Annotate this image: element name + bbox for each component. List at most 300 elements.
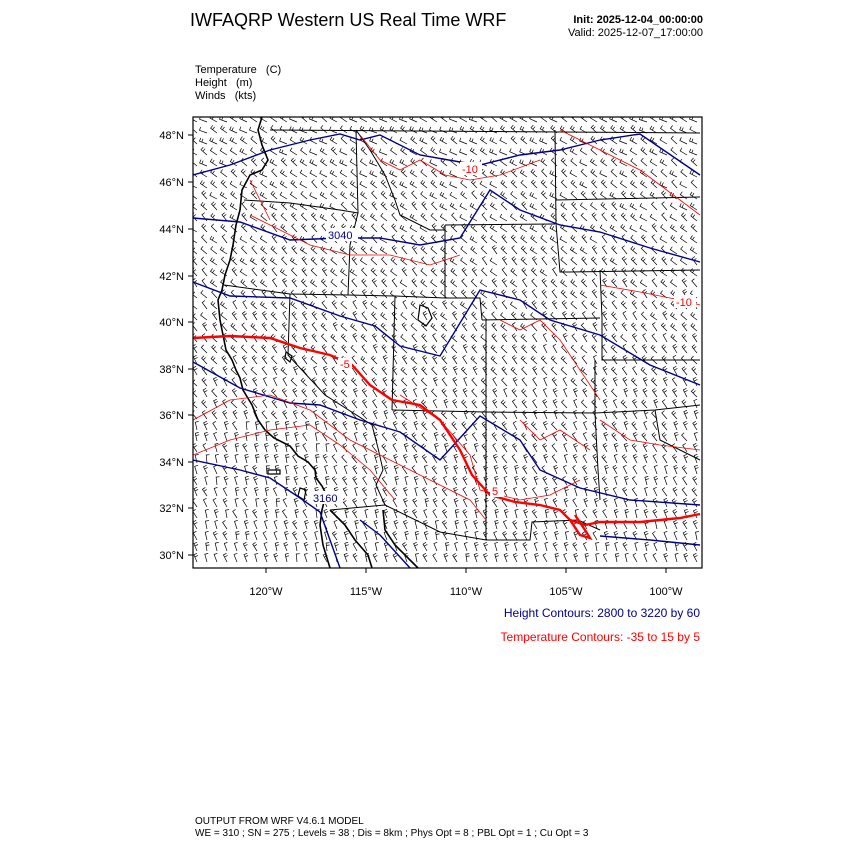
wind-barb — [245, 509, 248, 518]
wind-barb — [191, 290, 197, 298]
wind-barb — [283, 278, 288, 287]
wind-barb — [681, 225, 688, 233]
wind-barb — [583, 333, 587, 342]
wind-barb — [240, 269, 247, 276]
wind-barb — [492, 499, 497, 508]
wind-barb — [535, 553, 539, 562]
wind-barb — [311, 356, 317, 364]
wind-barb — [510, 115, 517, 122]
wind-barb — [622, 367, 627, 376]
wind-barb — [364, 542, 367, 551]
wind-barb — [452, 422, 457, 430]
wind-barb — [652, 279, 657, 288]
wind-barb — [401, 411, 407, 419]
wind-barb — [483, 520, 487, 529]
wind-barb — [652, 433, 657, 441]
wind-barb — [272, 356, 278, 364]
wind-barb — [582, 235, 587, 243]
wind-barb — [414, 410, 418, 419]
wind-barb — [491, 367, 497, 375]
wind-barb — [684, 454, 688, 463]
wind-barb — [573, 498, 577, 507]
wind-barb — [571, 378, 577, 386]
wind-barb — [303, 443, 307, 452]
wind-barb — [246, 532, 250, 541]
wind-barb — [341, 334, 347, 342]
wind-barb — [691, 389, 697, 397]
wind-barb — [390, 291, 397, 298]
wind-barb — [340, 126, 347, 133]
wind-barb — [571, 345, 577, 353]
wind-barb — [341, 202, 347, 210]
wind-barb — [501, 202, 507, 210]
wind-barb — [423, 553, 427, 562]
wind-barb — [421, 246, 427, 254]
wind-barb — [691, 312, 697, 320]
wind-barb — [332, 345, 337, 353]
wind-barb — [606, 543, 610, 552]
wind-barb — [680, 115, 687, 122]
wind-barb — [362, 487, 367, 496]
wind-barb — [265, 520, 268, 529]
wind-barb — [334, 465, 337, 474]
wind-barb — [553, 344, 557, 353]
wind-barb — [203, 388, 207, 397]
wind-barb — [304, 542, 308, 551]
wind-barb — [575, 487, 578, 496]
wind-barb — [353, 333, 357, 342]
wind-barb — [515, 476, 519, 485]
wind-barb — [463, 487, 467, 496]
wind-barb — [580, 181, 587, 188]
wind-barb — [462, 400, 467, 408]
wind-barb — [214, 509, 218, 518]
wind-barb — [332, 389, 337, 397]
wind-barb — [441, 114, 447, 122]
wind-barb — [286, 477, 290, 485]
wind-barb — [654, 542, 657, 551]
wind-barb — [620, 170, 627, 177]
wind-barb — [482, 235, 488, 243]
wind-barb — [191, 378, 197, 386]
wind-barb — [360, 236, 367, 243]
wind-barb — [581, 213, 587, 221]
wind-barb — [610, 148, 617, 155]
wind-barb — [230, 203, 237, 210]
wind-barb — [401, 334, 407, 342]
wind-barb — [461, 257, 467, 265]
wind-barb — [381, 191, 387, 199]
wind-barb — [603, 311, 608, 320]
wind-barb — [652, 268, 657, 277]
wind-barb — [683, 388, 687, 397]
wind-barb — [243, 443, 247, 452]
wind-barb — [344, 531, 348, 540]
wind-barb — [202, 268, 207, 276]
wind-barb — [523, 465, 527, 474]
wind-barb — [450, 127, 458, 133]
wind-barb — [675, 553, 678, 562]
wind-barb — [191, 136, 197, 144]
wind-barb — [221, 202, 227, 210]
wind-barb — [274, 553, 278, 562]
wind-barb — [500, 149, 507, 155]
wind-barb — [422, 455, 427, 464]
wind-barb — [384, 410, 388, 419]
wind-barb — [372, 224, 378, 232]
wind-barb — [320, 138, 327, 144]
wind-barb — [322, 411, 327, 419]
wind-barb — [644, 410, 648, 419]
wind-barb — [470, 148, 477, 155]
wind-barb — [421, 378, 427, 386]
wind-barb — [463, 476, 467, 485]
wind-barb — [291, 301, 297, 309]
wind-barb — [502, 268, 507, 277]
wind-barb — [331, 147, 337, 155]
wind-barb — [414, 476, 418, 485]
wind-barb — [471, 279, 477, 287]
wind-barb — [611, 180, 617, 188]
wind-barb — [603, 553, 607, 562]
wind-barb — [361, 191, 367, 199]
wind-barb — [454, 454, 458, 463]
wind-barb — [361, 147, 367, 155]
wind-barb — [230, 137, 237, 144]
wind-barb — [671, 136, 677, 144]
wind-barb — [694, 399, 697, 408]
wind-barb — [441, 246, 447, 254]
wind-barb — [215, 520, 218, 529]
wind-barb — [512, 443, 517, 452]
temperature-contour-legend: Temperature Contours: -35 to 15 by 5 — [500, 630, 700, 644]
wind-barb — [393, 553, 397, 562]
wind-barb — [321, 114, 327, 122]
wind-barb — [193, 531, 197, 540]
wind-barb — [252, 356, 257, 365]
wind-barb — [553, 267, 557, 276]
wind-barb — [522, 400, 527, 408]
wind-barb — [533, 487, 538, 496]
wind-barb — [630, 148, 637, 155]
wind-barb — [404, 509, 408, 518]
wind-barb — [403, 388, 407, 397]
wind-barb — [251, 202, 257, 210]
wind-barb — [533, 366, 537, 375]
wind-barb — [572, 213, 577, 221]
wind-barb — [410, 126, 417, 133]
wind-barb — [212, 202, 218, 210]
wind-barb — [650, 126, 657, 133]
wind-barb — [200, 138, 208, 144]
wind-barb — [280, 115, 287, 122]
wind-barb — [410, 214, 417, 221]
wind-barb — [441, 411, 447, 419]
wind-barb — [620, 126, 627, 133]
height-contour-label: 3040 — [328, 230, 353, 242]
wind-barb — [561, 158, 567, 166]
wind-barb — [361, 411, 367, 419]
wind-barb — [250, 115, 257, 122]
wind-barb — [501, 323, 507, 331]
wind-barb — [273, 487, 277, 496]
wind-barb — [311, 213, 317, 221]
wind-barb — [231, 323, 237, 331]
wind-barb — [574, 399, 577, 408]
wind-barb — [401, 125, 407, 133]
wind-barb — [300, 203, 307, 210]
wind-barb — [206, 455, 209, 463]
wind-barb — [295, 509, 299, 518]
wind-barb — [425, 498, 429, 507]
wind-barb — [592, 400, 597, 408]
wind-barb — [280, 269, 287, 276]
wind-barb — [380, 247, 387, 254]
wind-barb — [382, 257, 388, 265]
wind-barb — [211, 269, 218, 277]
wind-barb — [522, 433, 527, 441]
wind-barb — [411, 323, 417, 331]
wind-barb — [464, 520, 467, 529]
wind-barb — [512, 356, 517, 365]
wind-barb — [412, 433, 417, 441]
wind-barb — [524, 487, 527, 496]
wind-barb — [643, 443, 647, 452]
wind-barb — [622, 257, 627, 266]
wind-barb — [680, 127, 687, 133]
wind-barb — [453, 377, 457, 386]
wind-barb — [554, 509, 558, 518]
wind-barb — [630, 291, 637, 298]
wind-barb — [423, 487, 427, 496]
wind-barb — [263, 531, 267, 540]
wind-barb — [422, 422, 427, 430]
wind-barb — [504, 476, 507, 485]
wind-barb — [392, 345, 397, 353]
wind-barb — [650, 115, 657, 122]
wind-barb — [285, 531, 289, 540]
wind-barb — [502, 443, 507, 452]
wind-barb — [296, 543, 299, 552]
wind-barb — [690, 138, 698, 144]
wind-barb — [490, 225, 497, 232]
wind-barb — [580, 203, 587, 210]
wind-barb — [571, 290, 577, 298]
wind-barb — [662, 422, 667, 430]
wind-barb — [375, 465, 379, 474]
wind-barb — [365, 509, 368, 518]
wind-barb — [640, 203, 647, 210]
wind-barb — [633, 410, 637, 419]
wind-barb — [522, 367, 527, 375]
wind-barb — [202, 301, 207, 310]
wind-barb — [223, 487, 227, 496]
wind-barb — [631, 181, 638, 189]
wind-barb — [645, 542, 649, 551]
wind-barb — [291, 268, 297, 276]
wind-barb — [501, 246, 507, 254]
wind-barb — [681, 213, 687, 221]
wind-barb — [372, 279, 377, 288]
temp-contour-label: 5 — [492, 486, 499, 498]
wind-barb — [383, 454, 387, 463]
wind-barb — [341, 191, 347, 199]
wind-barb — [494, 465, 498, 474]
wind-barb — [390, 171, 397, 178]
wind-barb — [241, 169, 247, 177]
wind-barb — [610, 225, 617, 232]
wind-barb — [654, 487, 658, 496]
wind-barb — [482, 268, 488, 276]
wind-barb — [484, 542, 488, 551]
wind-barb — [314, 520, 318, 529]
wind-barb — [651, 180, 657, 188]
wind-barb — [400, 181, 407, 188]
wind-barb — [622, 268, 627, 276]
wind-barb — [532, 290, 537, 299]
wind-barb — [682, 433, 687, 441]
wind-barb — [630, 203, 637, 210]
wind-barb — [600, 225, 607, 232]
wind-barb — [265, 509, 269, 518]
wind-barb — [250, 258, 257, 265]
wind-barb — [261, 246, 267, 254]
wind-barb — [552, 257, 557, 266]
lat-label: 30°N — [159, 550, 184, 562]
wind-barb — [652, 334, 657, 342]
wind-barb — [261, 180, 267, 188]
wind-barb — [522, 202, 527, 210]
wind-barb — [311, 280, 318, 288]
wind-barb — [462, 279, 467, 287]
wind-barb — [472, 389, 477, 397]
wind-barb — [522, 290, 527, 299]
wind-barb — [584, 498, 588, 507]
wind-barb — [312, 180, 317, 188]
wind-barb — [310, 170, 317, 177]
wind-barb — [541, 191, 547, 199]
wind-barb — [573, 454, 577, 463]
wind-barb — [263, 399, 267, 408]
wind-barb — [246, 422, 249, 430]
wind-barb — [571, 180, 577, 188]
wind-barb — [291, 378, 297, 386]
wind-barb — [213, 377, 217, 386]
wind-barb — [654, 465, 657, 474]
wind-barb — [369, 127, 377, 133]
wind-barb — [423, 542, 427, 551]
wind-barb — [235, 487, 239, 496]
wind-barb — [201, 202, 207, 210]
wind-barb — [695, 465, 699, 474]
wind-barb — [482, 256, 487, 265]
wind-barb — [401, 367, 407, 375]
wind-barb — [635, 498, 639, 507]
wind-barb — [231, 345, 237, 353]
wind-barb — [584, 476, 588, 485]
wind-barb — [681, 268, 687, 276]
wind-barb — [194, 553, 198, 562]
wind-barb — [443, 300, 447, 309]
wind-barb — [400, 159, 407, 166]
wind-barb — [544, 454, 548, 463]
wind-barb — [211, 125, 217, 133]
wind-barb — [221, 224, 227, 232]
wind-barb — [220, 192, 227, 199]
wind-barb — [652, 322, 657, 331]
wind-barb — [205, 476, 208, 485]
wind-barb — [233, 421, 238, 430]
wind-barb — [423, 355, 427, 364]
wind-barb — [640, 280, 647, 287]
wind-barb — [235, 443, 239, 452]
wind-barb — [563, 333, 567, 342]
wind-barb — [660, 236, 667, 243]
wind-barb — [644, 509, 648, 518]
wind-barb — [680, 181, 687, 188]
wind-barb — [330, 137, 337, 144]
wind-barb — [580, 148, 587, 155]
wind-barb — [553, 498, 557, 507]
wind-barb — [692, 345, 697, 353]
wind-barb — [521, 136, 527, 144]
wind-barb — [501, 312, 507, 320]
wind-barb — [401, 169, 407, 177]
wind-barb — [191, 158, 197, 166]
wind-barb — [664, 531, 667, 540]
wind-barb — [303, 333, 307, 342]
wind-barb — [495, 520, 499, 529]
wind-barb — [331, 279, 337, 287]
wind-barb — [270, 203, 277, 210]
wind-barb — [670, 214, 677, 221]
wind-barb — [431, 213, 437, 221]
wind-barb — [341, 136, 347, 144]
wind-barb — [432, 224, 437, 233]
wind-barb — [531, 422, 537, 430]
wind-barb — [572, 202, 577, 210]
valid-time: Valid: 2025-12-07_17:00:00 — [568, 27, 703, 39]
wind-barb — [633, 399, 638, 408]
wind-barb — [341, 301, 347, 309]
wind-barb — [581, 279, 587, 287]
wind-barb — [530, 192, 537, 199]
wind-barb — [391, 268, 397, 276]
wind-barb — [641, 257, 647, 265]
wind-barb — [230, 127, 237, 134]
wind-barb — [414, 421, 418, 430]
wind-barb — [653, 553, 657, 562]
wind-barb — [214, 553, 217, 562]
wind-barb — [342, 455, 347, 463]
wind-barb — [316, 444, 320, 452]
wind-barb — [521, 191, 527, 199]
wind-barb — [611, 158, 617, 166]
wind-barb — [280, 181, 287, 188]
wind-barb — [223, 553, 227, 562]
wind-barb — [472, 312, 477, 320]
wind-barb — [245, 454, 249, 463]
wind-barb — [621, 115, 628, 123]
wind-barb — [661, 169, 667, 177]
lat-label: 46°N — [159, 177, 184, 189]
wind-barb — [653, 498, 657, 507]
wind-barb — [481, 246, 487, 254]
wind-barb — [403, 454, 407, 463]
wind-barb — [693, 377, 697, 386]
model-settings: WE = 310 ; SN = 275 ; Levels = 38 ; Dis = 8km ; Phys Opt = 8 ; PBL Opt = 1 ; Cu Opt = 3 — [195, 828, 589, 839]
wind-barb — [283, 377, 287, 386]
